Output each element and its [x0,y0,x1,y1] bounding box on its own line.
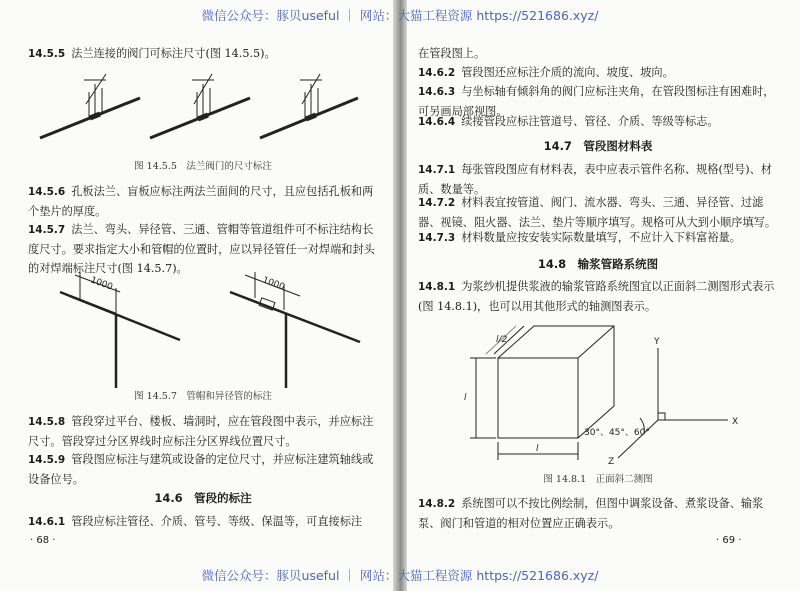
section-number: 14.7.3 [418,232,456,244]
section-number: 14.5.5 [28,48,66,60]
figure-14-5-7-cap-and-reducer [60,275,370,390]
axis-x-label: X [732,417,739,427]
section-text: 管段图应标注与建筑或设备的定位尺寸，并应标注建筑轴线或设备位号。 [28,453,374,486]
watermark-top: 微信公众号：豚贝useful ｜ 网站：大猫工程资源 https://521686.xyz/ [201,8,599,23]
section-number: 14.8.1 [418,281,456,293]
section-text: 材料数量应按安装实际数量填写，不应计入下料富裕量。 [461,231,741,244]
section-text: 管段图还应标注介质的流向、坡度、坡向。 [461,66,674,79]
figure-14-8-1-caption: 图 14.8.1 正面斜二测图 [543,474,653,485]
section-text: 系统图可以不按比例绘制，但图中调浆设备、煮浆设备、输浆泵、阀门和管道的相对位置应正确表示。 [418,497,764,530]
figure-14-8-1-oblique-cube [458,318,758,467]
section-14-5-7 [28,220,378,278]
section-14-6-1 [28,512,383,532]
section-14-5-6 [28,182,378,221]
section-14-6-1-continued: 在管段图上。 [418,47,486,60]
section-text: 法兰、弯头、异径管、三通、管帽等管道组件可不标注结构长度尺寸。要求指定大小和管帽的位置时，应以异径管任一对焊端和封头的对焊端标注尺寸(图 14.5.7)。 [28,223,375,275]
dimension-label-1000: 1000 [88,275,114,293]
section-14-8-1 [418,277,778,316]
section-14-5-5 [28,44,378,64]
cube-height-label: l [464,393,467,403]
section-14-6-2 [418,63,778,83]
watermark-bottom: 微信公众号：豚贝useful ｜ 网站：大猫工程资源 https://521686.xyz/ [201,568,599,583]
section-number: 14.5.8 [28,416,66,428]
section-text: 与坐标轴有倾斜角的阀门应标注夹角，在管段图标注有困难时，可另画局部视图。 [418,85,775,118]
section-text: 每张管段图应有材料表，表中应表示管件名称、规格(型号)、材质、数量等。 [418,163,772,196]
section-14-5-8 [28,412,378,451]
section-text: 孔板法兰、盲板应标注两法兰面间的尺寸，且应包括孔板和两个垫片的厚度。 [28,185,374,218]
section-number: 14.5.7 [28,224,66,236]
section-text: 管段穿过平台、楼板、墙洞时，应在管段图中表示，并应标注尺寸。管段穿过分区界线时应标注分区界线位置尺寸。 [28,415,374,448]
section-text: 管段应标注管径、介质、管号、等级、保温等，可直接标注 [71,515,363,528]
section-number: 14.6.2 [418,67,456,79]
heading-14-8: 14.8 输浆管路系统图 [537,257,659,271]
figure-14-5-5-caption: 图 14.5.5 法兰阀门的尺寸标注 [134,161,272,172]
section-number: 14.5.9 [28,454,66,466]
section-number: 14.8.2 [418,498,456,510]
cube-half-edge-label: l/2 [496,335,508,345]
section-text: 法兰连接的阀门可标注尺寸(图 14.5.5)。 [71,47,276,60]
section-number: 14.6.4 [418,116,456,128]
page-number-left: · 68 · [30,535,56,546]
section-text: 续接管段应标注管道号、管径、介质、等级等标志。 [461,115,719,128]
heading-14-7: 14.7 管段图材料表 [543,139,653,153]
section-number: 14.7.2 [418,197,456,209]
axis-y-label: Y [654,337,660,347]
section-14-6-4 [418,112,778,132]
axis-z-label: Z [608,457,615,467]
page-number-right: · 69 · [716,535,742,546]
heading-14-6: 14.6 管段的标注 [154,491,252,505]
section-14-7-3 [418,228,778,248]
section-14-7-2 [418,193,778,232]
section-text: 材料表宜按管道、阀门、流水器、弯头、三通、异径管、过滤器、视镜、阻火器、法兰、垫片等顺序填写。规格可从大到小顺序填写。 [418,196,777,229]
figure-14-5-5-flange-valves [40,70,360,150]
section-number: 14.6.1 [28,516,66,528]
section-14-5-9 [28,450,378,489]
section-number: 14.6.3 [418,86,456,98]
section-14-8-2 [418,494,778,533]
dimension-label-1000: 1000 [260,275,286,293]
cube-width-label: l [536,444,539,454]
figure-14-5-7-caption: 图 14.5.7 管帽和异径管的标注 [134,391,272,402]
section-number: 14.7.1 [418,164,456,176]
section-text: 为浆纱机提供浆液的输浆管路系统图宜以正面斜二测图形式表示(图 14.8.1)，也可以用其他形式的轴测图表示。 [418,280,775,313]
section-number: 14.5.6 [28,186,66,198]
oblique-angles-label: 30°、45°、60° [584,428,650,438]
book-gutter [393,0,407,591]
